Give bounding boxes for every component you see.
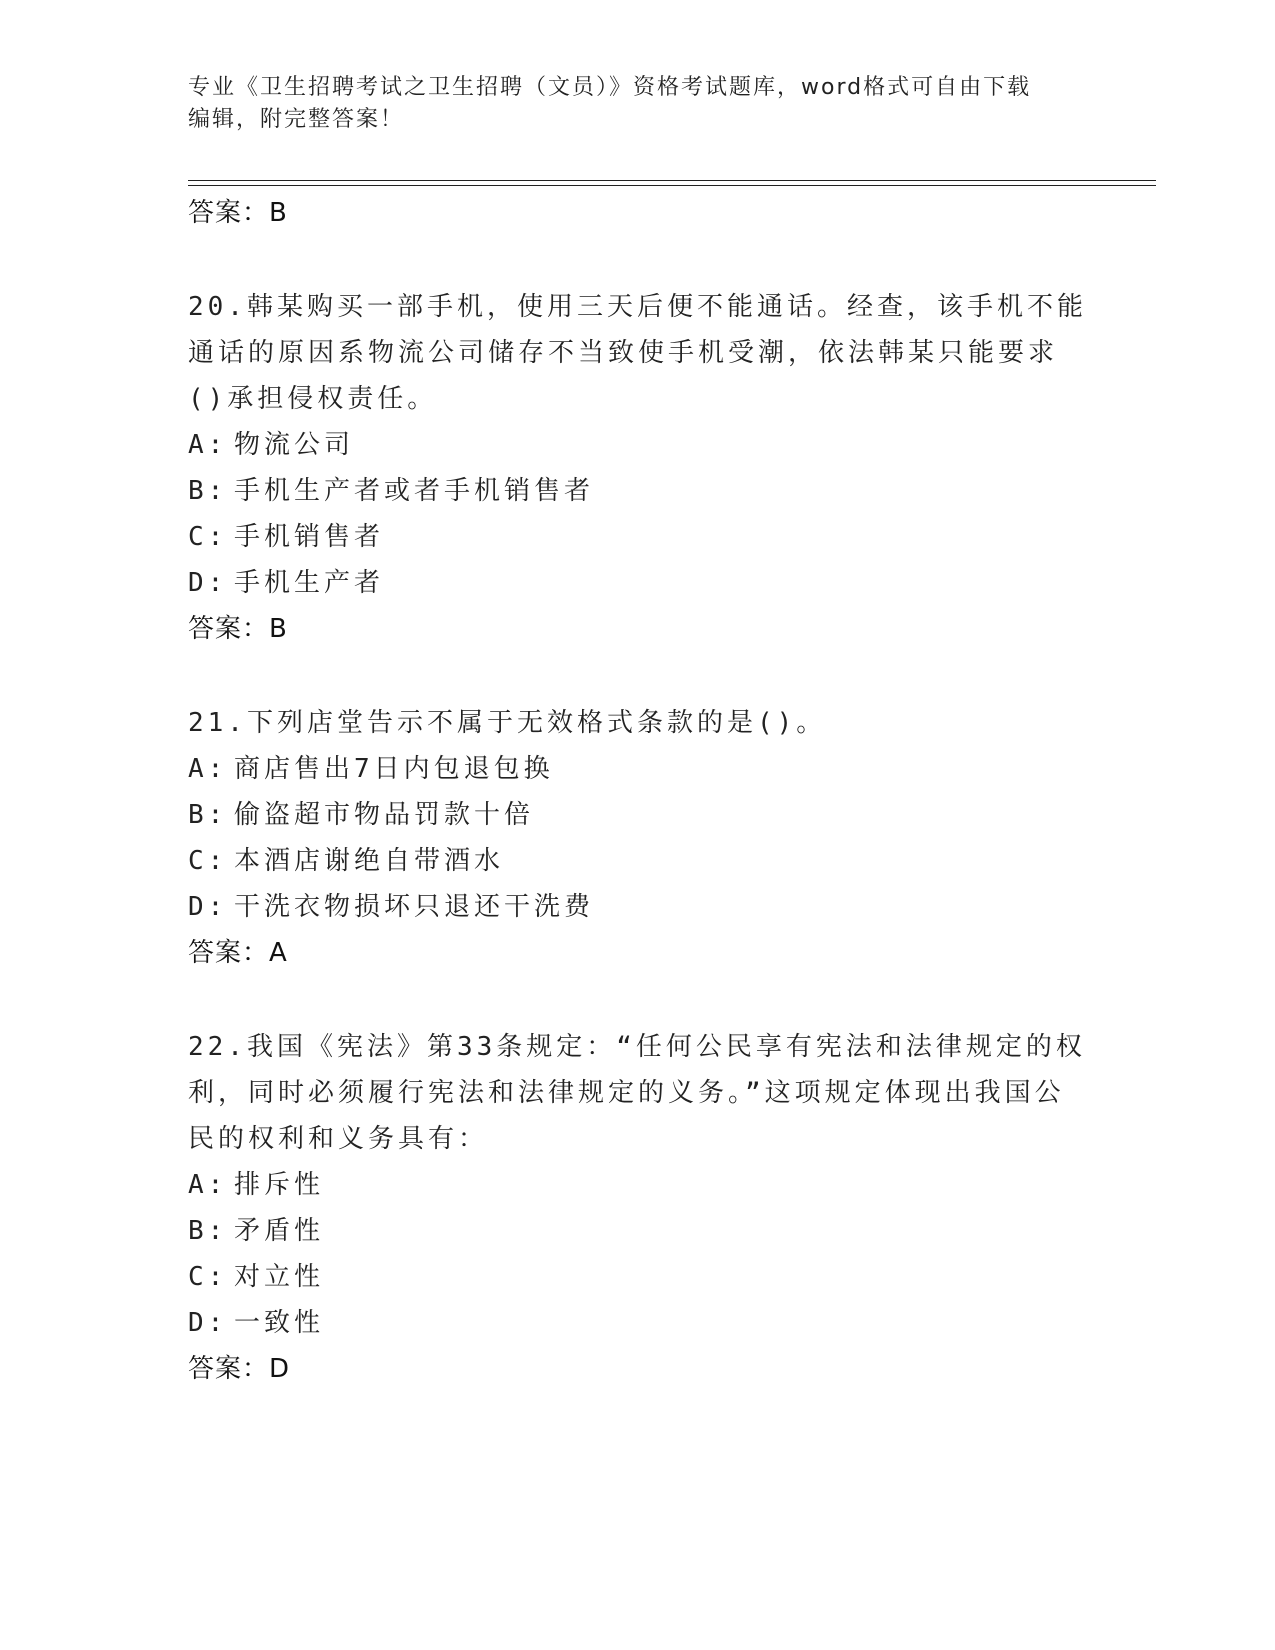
option-text: 手机生产者或者手机销售者 — [234, 476, 595, 506]
answer-line: 答案：D — [188, 1354, 291, 1384]
question-stem: 22.我国《宪法》第33条规定：“任何公民享有宪法和法律规定的权利，同时必须履行宪法和法律规定的义务。”这项规定体现出我国公民的权利和义务具有： — [188, 1032, 1086, 1154]
option-c — [188, 514, 1088, 560]
option-d — [188, 560, 1088, 606]
option-text: 对立性 — [234, 1262, 325, 1292]
option-letter: A: — [188, 430, 228, 460]
option-a — [188, 1162, 1088, 1208]
document-header — [188, 72, 1068, 136]
question-22 — [188, 1024, 1088, 1392]
option-text: 物流公司 — [234, 430, 355, 460]
option-b — [188, 792, 1088, 838]
question-21 — [188, 700, 1088, 976]
option-text: 手机销售者 — [234, 522, 385, 552]
header-divider-bottom — [188, 185, 1156, 186]
option-letter: B: — [188, 1216, 228, 1246]
question-20 — [188, 284, 1088, 652]
option-text: 本酒店谢绝自带酒水 — [234, 846, 505, 876]
previous-answer: 答案：B — [188, 198, 288, 228]
option-letter: D: — [188, 568, 228, 598]
question-stem: 20.韩某购买一部手机，使用三天后便不能通话。经查，该手机不能通话的原因系物流公司储存不当致使手机受潮，依法韩某只能要求()承担侵权责任。 — [188, 292, 1087, 414]
option-text: 矛盾性 — [234, 1216, 325, 1246]
option-d — [188, 884, 1088, 930]
question-stem: 21.下列店堂告示不属于无效格式条款的是()。 — [188, 708, 827, 738]
option-c — [188, 1254, 1088, 1300]
option-letter: B: — [188, 476, 228, 506]
option-text: 干洗衣物损坏只退还干洗费 — [234, 892, 595, 922]
option-text: 排斥性 — [234, 1170, 325, 1200]
option-letter: A: — [188, 754, 228, 784]
header-line-1: 专业《卫生招聘考试之卫生招聘（文员）》资格考试题库，word格式可自由下载 — [188, 75, 1032, 100]
option-letter: A: — [188, 1170, 228, 1200]
header-divider-top — [188, 180, 1156, 181]
option-letter: B: — [188, 800, 228, 830]
question-list — [188, 190, 1088, 1392]
option-text: 偷盗超市物品罚款十倍 — [234, 800, 535, 830]
header-line-2: 编辑，附完整答案！ — [188, 107, 405, 132]
option-letter: C: — [188, 1262, 228, 1292]
option-d — [188, 1300, 1088, 1346]
option-letter: C: — [188, 846, 228, 876]
answer-line: 答案：B — [188, 614, 288, 644]
option-b — [188, 1208, 1088, 1254]
option-text: 手机生产者 — [234, 568, 385, 598]
option-a — [188, 746, 1088, 792]
option-text: 商店售出7日内包退包换 — [234, 754, 554, 784]
option-letter: D: — [188, 1308, 228, 1338]
option-letter: C: — [188, 522, 228, 552]
option-a — [188, 422, 1088, 468]
option-letter: D: — [188, 892, 228, 922]
answer-line: 答案：A — [188, 938, 288, 968]
option-text: 一致性 — [234, 1308, 325, 1338]
option-b — [188, 468, 1088, 514]
option-c — [188, 838, 1088, 884]
